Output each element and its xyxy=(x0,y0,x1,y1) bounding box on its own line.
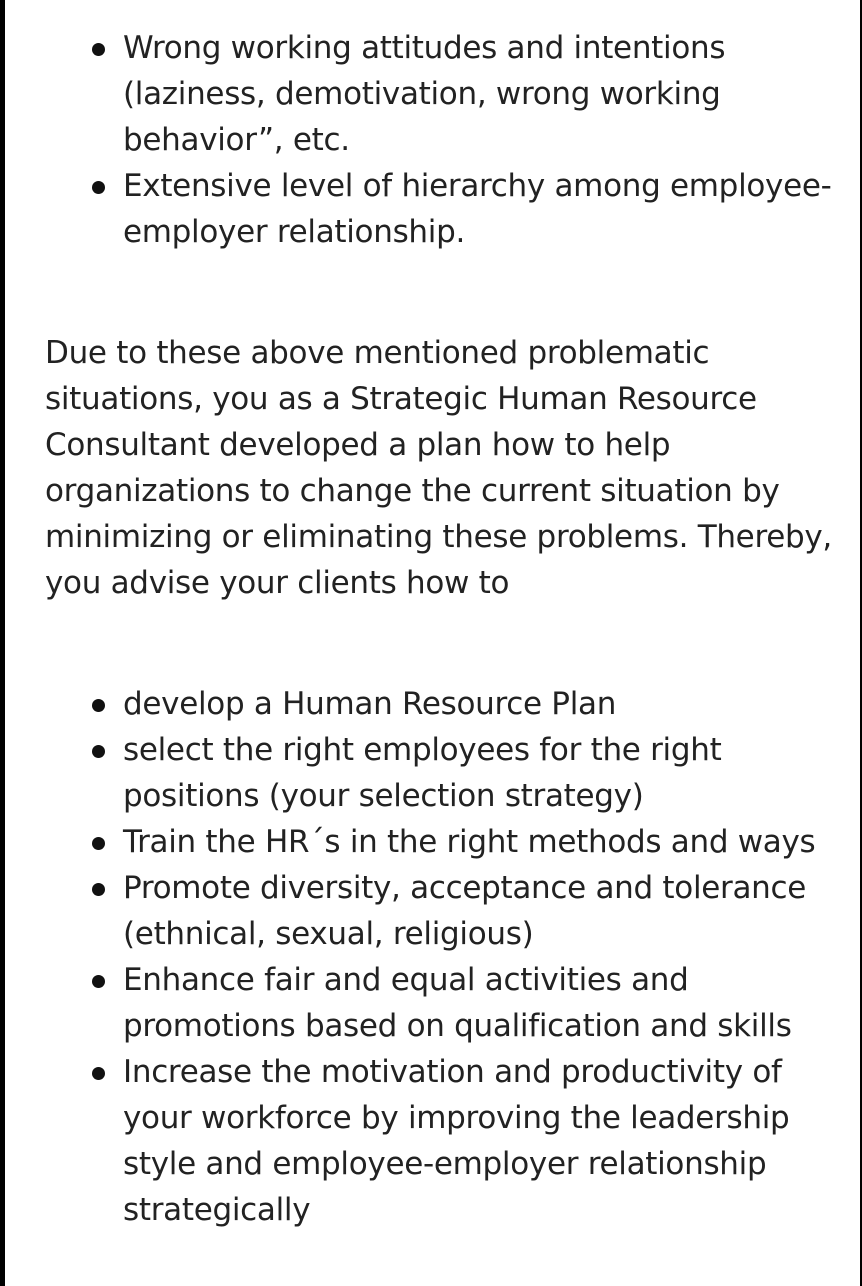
list-item-text: Extensive level of hierarchy among employee-employer relationship. xyxy=(123,168,832,250)
list-item-text: Wrong working attitudes and intentions (laziness, demotivation, wrong working behavior”, etc. xyxy=(123,30,726,158)
list-item-text: Increase the motivation and productivity of your workforce by improving the leadership style and employee-employer relationship strategically xyxy=(123,1054,790,1228)
list-item xyxy=(123,163,838,255)
list-item-text: Train the HR´s in the right methods and ways xyxy=(123,824,816,860)
list-item-text: select the right employees for the right positions (your selection strategy) xyxy=(123,732,722,814)
bullet-icon xyxy=(92,837,105,850)
bullet-icon xyxy=(92,699,105,712)
list-item xyxy=(123,1049,838,1233)
bullet-icon xyxy=(92,1067,105,1080)
list-item xyxy=(123,727,838,819)
document-page xyxy=(5,0,860,1286)
list-item-text: Enhance fair and equal activities and promotions based on qualification and skills xyxy=(123,962,792,1044)
list-item xyxy=(123,957,838,1049)
bullet-icon xyxy=(92,883,105,896)
body-paragraph: Due to these above mentioned problematic situations, you as a Strategic Human Resource Consultant developed a plan how to help organizations to change the current situation by minimizing or eliminating these problems. Thereby, you advise your clients how to xyxy=(45,335,832,601)
list-item-text: Promote diversity, acceptance and tolerance (ethnical, sexual, religious) xyxy=(123,870,807,952)
list-item xyxy=(123,681,838,727)
bullet-icon xyxy=(92,181,105,194)
list-item-text: develop a Human Resource Plan xyxy=(123,686,617,722)
bullet-icon xyxy=(92,975,105,988)
bullet-icon xyxy=(92,43,105,56)
list-item xyxy=(123,865,838,957)
list-item xyxy=(123,819,838,865)
problems-list xyxy=(123,25,838,255)
bullet-icon xyxy=(92,745,105,758)
advice-list xyxy=(123,681,838,1233)
list-item xyxy=(123,25,838,163)
